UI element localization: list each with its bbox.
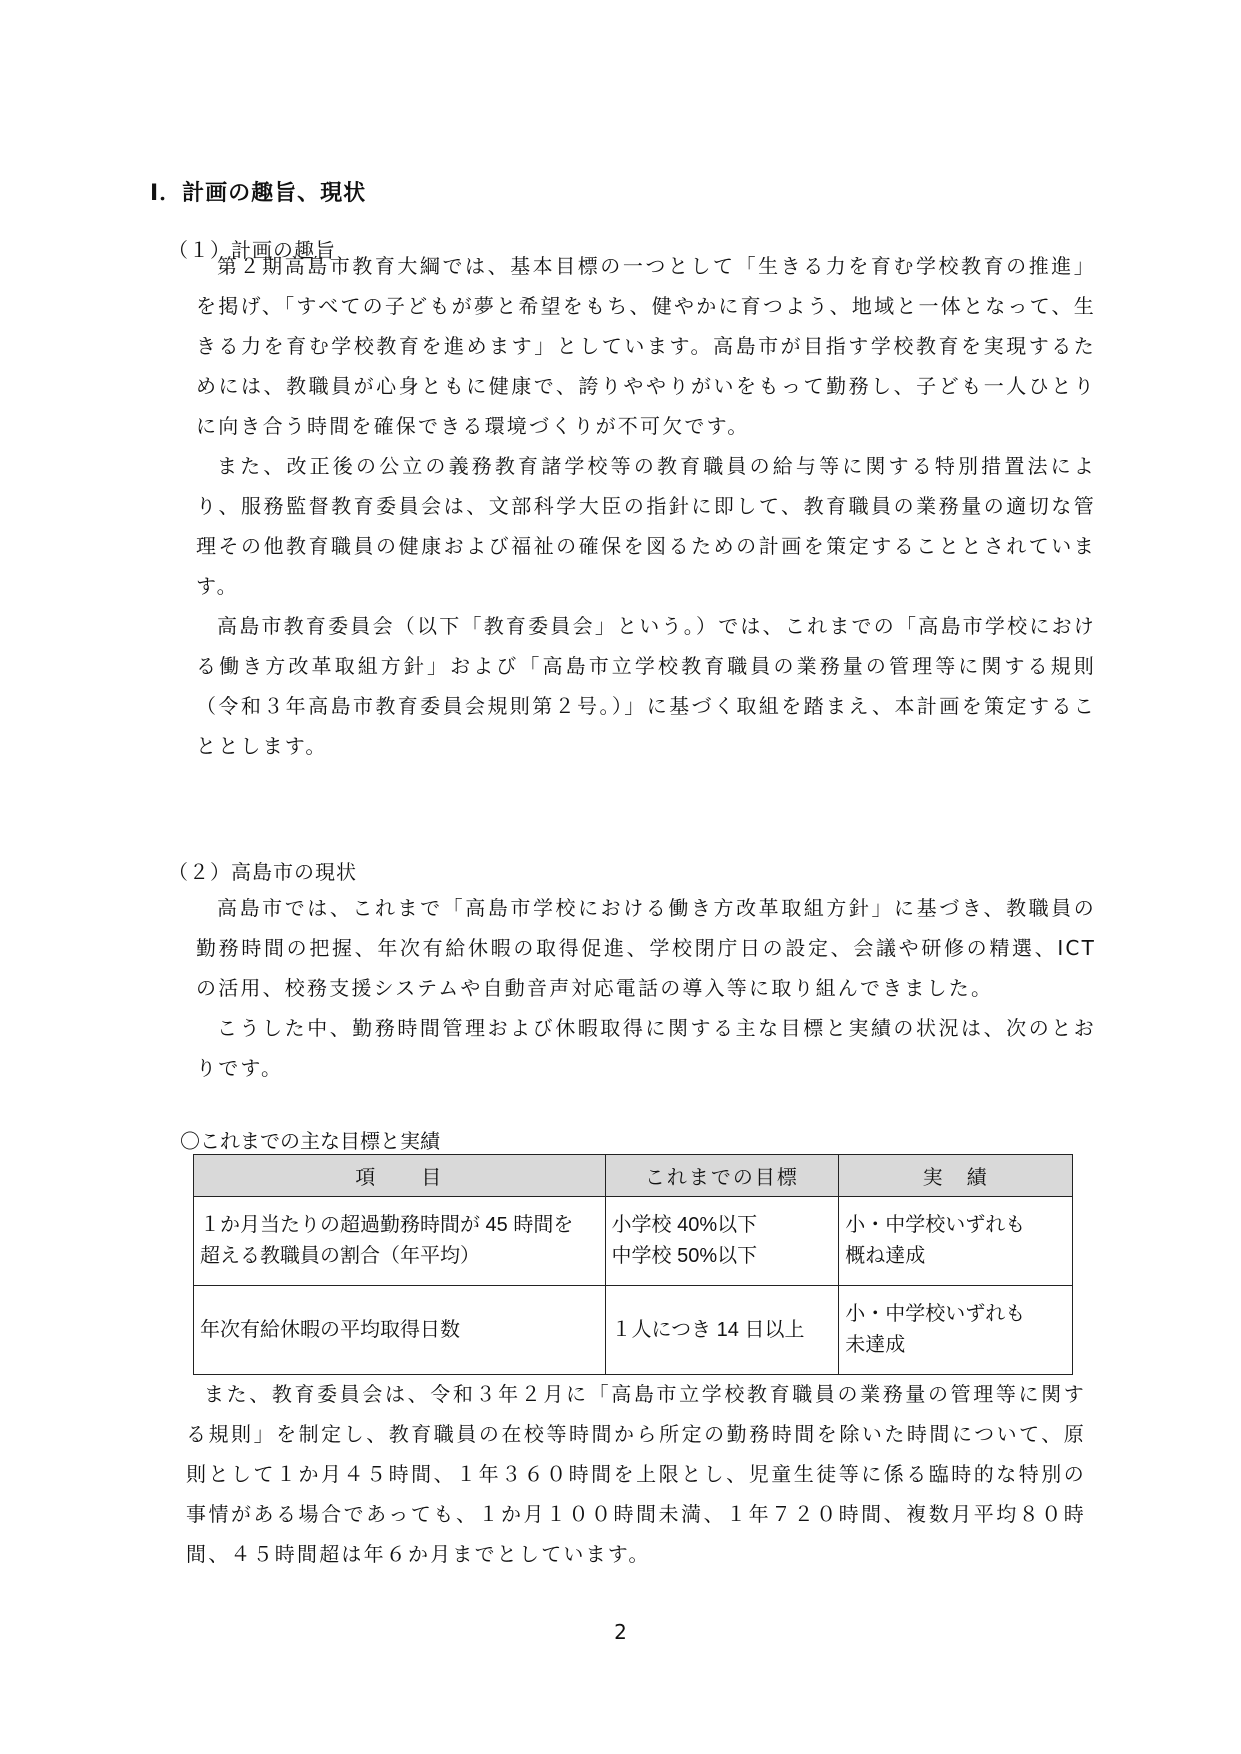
status-body [196,888,1096,1088]
status-paragraph-2: こうした中、勤務時間管理および休暇取得に関する主な目標と実績の状況は、次のとおりです。 [196,1016,1096,1080]
closing-paragraph: また、教育委員会は、令和３年２月に「高島市立学校教育職員の業務量の管理等に関する規則」を制定し、教育職員の在校等時間から所定の勤務時間を除いた時間について、原則として１か月４５時間、１年３６０時間を上限とし、児童生徒等に係る臨時的な特別の事情がある場合であっても、１か月１００時間未満、１年７２０時間、複数月平均８０時間、４５時間超は年６か月までとしています。 [186,1382,1086,1566]
closing-body [186,1374,1086,1574]
cell-item [194,1286,606,1375]
cell-text: 概ね達成 [845,1245,926,1267]
cell-text: 小・中学校いずれも [845,1303,1026,1325]
status-paragraph-1: 高島市では、これまで「高島市学校における働き方改革取組方針」に基づき、教職員の勤務時間の把握、年次有給休暇の取得促進、学校閉庁日の設定、会議や研修の精選、ICTの活用、校務支援システムや自動音声対応電話の導入等に取り組んできました。 [196,896,1096,1000]
cell-text: 年次有給休暇の平均取得日数 [200,1318,460,1341]
cell-text: 小・中学校いずれも [845,1214,1026,1236]
header-result: 実 績 [839,1155,1073,1197]
table-row [194,1197,1073,1286]
subsection-title-purpose: （１）計画の趣旨 [168,238,336,262]
table-row [194,1286,1073,1375]
purpose-paragraph-1: 第２期高島市教育大綱では、基本目標の一つとして「生きる力を育む学校教育の推進」を掲げ、「すべての子どもが夢と希望をもち、健やかに育つよう、地域と一体となって、生きる力を育む学校教育を進めます」としています。高島市が目指す学校教育を実現するためには、教職員が心身ともに健康で、誇りややりがいをもって勤務し、子ども一人ひとりに向き合う時間を確保できる環境づくりが不可欠です。 [196,254,1096,438]
cell-text: 超える教職員の割合（年平均） [200,1245,480,1267]
purpose-paragraph-2: また、改正後の公立の義務教育諸学校等の教育職員の給与等に関する特別措置法により、服務監督教育委員会は、文部科学大臣の指針に即して、教育職員の業務量の適切な管理その他教育職員の健康および福祉の確保を図るための計画を策定することとされています。 [196,454,1096,598]
goals-table [193,1154,1073,1375]
page-number: 2 [614,1620,627,1644]
cell-result [839,1286,1073,1375]
purpose-paragraph-3: 高島市教育委員会（以下「教育委員会」という。）では、これまでの「高島市学校における働き方改革取組方針」および「高島市立学校教育職員の業務量の管理等に関する規則（令和３年高島市教育委員会規則第２号。）」に基づく取組を踏まえ、本計画を策定することとします。 [196,614,1096,758]
cell-target [605,1197,839,1286]
cell-result [839,1197,1073,1286]
cell-text: 小学校 40%以下 [611,1214,758,1236]
cell-text: 未達成 [845,1334,906,1356]
subsection-title-status: （２）高島市の現状 [168,860,357,884]
cell-target [605,1286,839,1375]
cell-text: １人につき 14 日以上 [611,1318,805,1341]
table-caption: 〇これまでの主な目標と実績 [180,1131,440,1153]
table-header-row [194,1155,1073,1197]
header-target: これまでの目標 [605,1155,839,1197]
cell-item [194,1197,606,1286]
cell-text: 中学校 50%以下 [611,1245,758,1267]
header-item: 項 目 [194,1155,606,1197]
cell-text: １か月当たりの超過勤務時間が 45 時間を [200,1214,574,1236]
purpose-body [196,246,1096,766]
section-heading: Ⅰ．計画の趣旨、現状 [150,181,367,206]
